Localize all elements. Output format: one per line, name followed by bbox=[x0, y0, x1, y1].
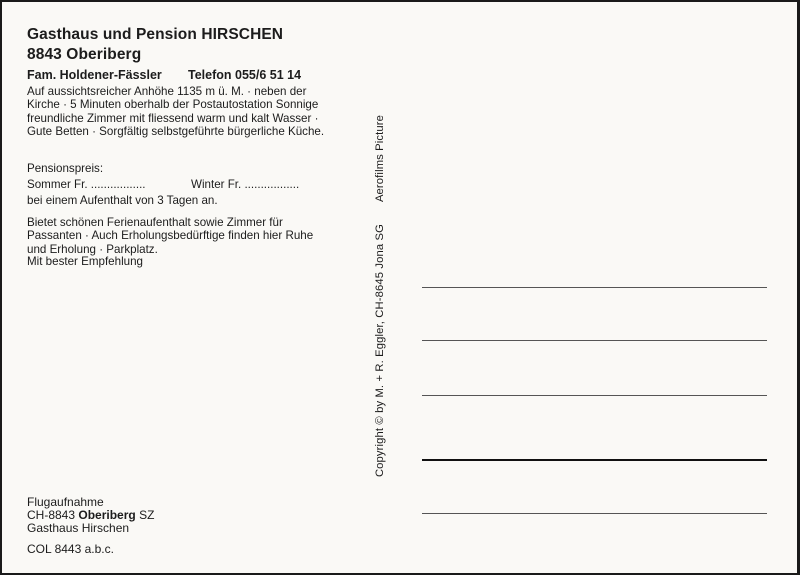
card-code: COL 8443 a.b.c. bbox=[27, 542, 114, 556]
place-name: Oberiberg bbox=[78, 508, 136, 522]
page-title: Gasthaus und Pension HIRSCHEN bbox=[27, 26, 284, 43]
address-line bbox=[422, 395, 767, 396]
phone-number: Telefon 055/6 51 14 bbox=[188, 68, 302, 82]
place-prefix: CH-8843 bbox=[27, 508, 76, 522]
family-name: Fam. Holdener-Fässler bbox=[27, 68, 162, 82]
summer-price: Sommer Fr. ................. bbox=[27, 178, 146, 191]
copyright-vertical bbox=[374, 115, 386, 477]
pricing-label: Pensionspreis: bbox=[27, 162, 104, 175]
stay-condition: bei einem Aufenthalt von 3 Tagen an. bbox=[27, 194, 218, 207]
publisher-text: Aerofilms Picture bbox=[374, 114, 386, 203]
regards-text: Mit bester Empfehlung bbox=[27, 255, 143, 268]
description-text: Auf aussichtsreicher Anhöhe 1135 m ü. M. · neben der Kirche · 5 Minuten oberhalb der Postautostation Sonnige freundliche Zimmer mit fliessend warm und kalt Wasser · Gute Betten · Sorgfältig selbstgeführte bürgerliche Küche. bbox=[27, 85, 325, 139]
location-heading: 8843 Oberiberg bbox=[27, 46, 142, 63]
copyright-text: Copyright © by M. + R. Eggler, CH-8645 Jona SG bbox=[374, 224, 386, 478]
offer-text: Bietet schönen Ferienaufenthalt sowie Zimmer für Passanten · Auch Erholungsbedürftige finden hier Ruhe und Erholung · Parkplatz. bbox=[27, 216, 314, 256]
postcard-back bbox=[2, 2, 797, 573]
address-line bbox=[422, 340, 767, 341]
address-line bbox=[422, 459, 767, 461]
place-suffix: SZ bbox=[139, 508, 155, 522]
address-line bbox=[422, 287, 767, 288]
house-name: Gasthaus Hirschen bbox=[27, 521, 130, 535]
aerial-label: Flugaufnahme bbox=[27, 495, 104, 509]
winter-price: Winter Fr. ................. bbox=[191, 178, 300, 191]
address-line bbox=[422, 513, 767, 514]
